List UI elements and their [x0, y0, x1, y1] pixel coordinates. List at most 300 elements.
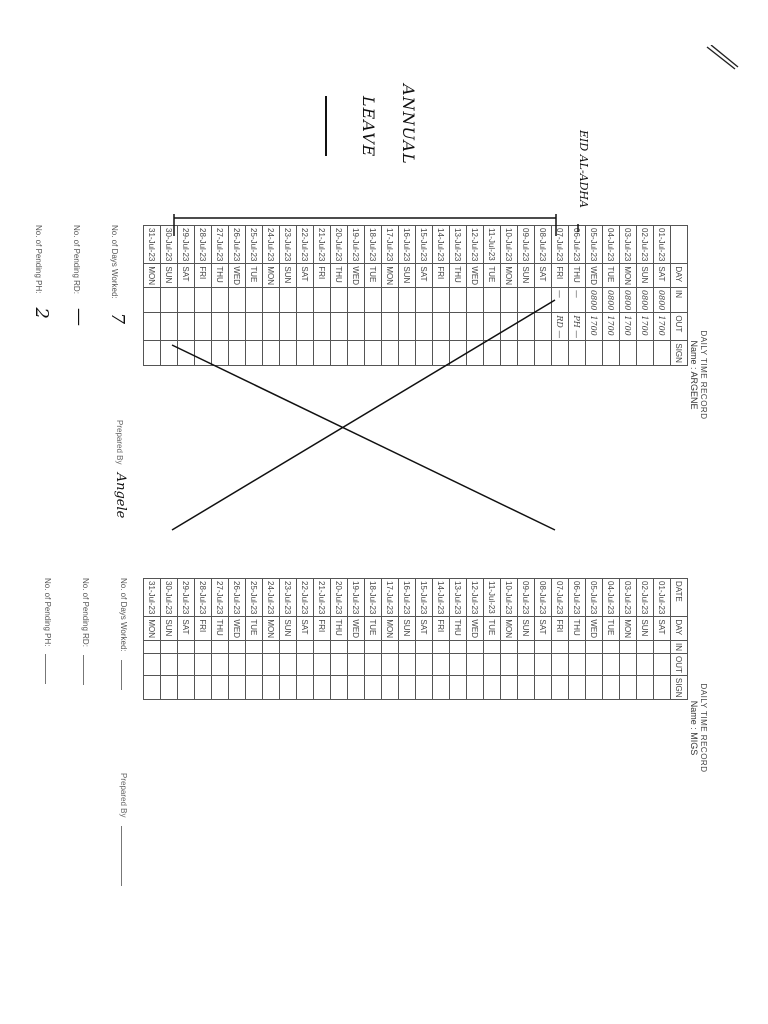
table-row [569, 226, 586, 366]
cell-date: 15-Jul-23 [416, 579, 433, 617]
cell-day: FRI [433, 264, 450, 288]
header-day: DAY [671, 617, 688, 641]
prepared-by [113, 420, 128, 518]
table-row [399, 579, 416, 700]
cell-date: 21-Jul-23 [314, 226, 331, 264]
cell-sign [501, 675, 518, 700]
cell-date: 15-Jul-23 [416, 226, 433, 264]
cell-day: THU [450, 264, 467, 288]
cell-date: 23-Jul-23 [280, 579, 297, 617]
cell-date: 04-Jul-23 [603, 579, 620, 617]
table-row [501, 226, 518, 366]
cell-in [569, 641, 586, 654]
cell-in: — [552, 288, 569, 313]
cell-day: MON [501, 264, 518, 288]
annual-leave-note-2: LEAVE [359, 96, 378, 158]
cell-date: 13-Jul-23 [450, 579, 467, 617]
cell-sign [552, 675, 569, 700]
table-row [467, 579, 484, 700]
cell-out [348, 654, 365, 676]
cell-day: FRI [195, 617, 212, 641]
cell-in [467, 641, 484, 654]
cell-in [535, 641, 552, 654]
table-row [348, 226, 365, 366]
cell-sign [433, 341, 450, 366]
header-out: OUT [671, 313, 688, 341]
cell-day: SAT [535, 617, 552, 641]
double-slash-mark [705, 45, 739, 75]
cell-in [195, 641, 212, 654]
summary-value: 7 [107, 312, 128, 325]
cell-sign [535, 675, 552, 700]
summary-label: No. of Days Worked: [110, 225, 119, 299]
cell-day: MON [263, 617, 280, 641]
cell-out [382, 654, 399, 676]
cell-out [654, 654, 671, 676]
table-row [229, 226, 246, 366]
cell-sign [484, 341, 501, 366]
cell-out [178, 654, 195, 676]
cell-in [382, 288, 399, 313]
cell-day: WED [586, 617, 603, 641]
cell-out [501, 654, 518, 676]
cell-sign [467, 341, 484, 366]
table-row [348, 579, 365, 700]
table-row [161, 226, 178, 366]
cell-in [484, 641, 501, 654]
cell-in [280, 288, 297, 313]
cell-day: THU [450, 617, 467, 641]
cell-date: 22-Jul-23 [297, 579, 314, 617]
cell-in [399, 641, 416, 654]
cell-out [263, 313, 280, 341]
cell-in [297, 288, 314, 313]
table-row [212, 579, 229, 700]
cell-sign [229, 675, 246, 700]
cell-sign [297, 341, 314, 366]
cell-in [535, 288, 552, 313]
cell-date: 26-Jul-23 [229, 579, 246, 617]
header-date [671, 226, 688, 264]
header-out: OUT [671, 654, 688, 676]
cell-out [467, 654, 484, 676]
cell-day: SUN [637, 617, 654, 641]
header-sign: SIGN [671, 675, 688, 700]
cell-out [212, 654, 229, 676]
table-row [620, 579, 637, 700]
cell-date: 28-Jul-23 [195, 579, 212, 617]
cell-sign [263, 675, 280, 700]
cell-sign [552, 341, 569, 366]
summary-label: No. of Pending RD: [72, 225, 81, 294]
cell-sign [603, 341, 620, 366]
cell-day: FRI [433, 617, 450, 641]
cell-out [399, 313, 416, 341]
cell-day: SAT [297, 617, 314, 641]
cell-day: SUN [280, 264, 297, 288]
summary-value: — [69, 307, 90, 326]
cell-date: 01-Jul-23 [654, 226, 671, 264]
cell-out [144, 654, 161, 676]
cell-sign [535, 341, 552, 366]
cell-in [280, 641, 297, 654]
cell-in [263, 288, 280, 313]
summary-line [43, 578, 52, 684]
prepared-by-signature: Angele [113, 472, 128, 519]
cell-day: SAT [416, 617, 433, 641]
cell-in: 0800 [637, 288, 654, 313]
table-row [144, 226, 161, 366]
cell-out [348, 313, 365, 341]
table-row [484, 579, 501, 700]
cell-sign [620, 341, 637, 366]
cell-sign [433, 675, 450, 700]
cell-day: WED [348, 617, 365, 641]
header-sign: SIGN [671, 341, 688, 366]
cell-in [501, 641, 518, 654]
cell-out [297, 313, 314, 341]
table-row [501, 579, 518, 700]
summary-blank [45, 654, 46, 684]
cell-day: MON [382, 617, 399, 641]
table-row [365, 579, 382, 700]
cell-out [586, 654, 603, 676]
cell-in [399, 288, 416, 313]
cell-date: 10-Jul-23 [501, 226, 518, 264]
summary-line [81, 578, 90, 685]
cell-in [314, 641, 331, 654]
table-row [569, 579, 586, 700]
cell-date: 25-Jul-23 [246, 579, 263, 617]
cell-sign [365, 675, 382, 700]
cell-in [637, 641, 654, 654]
prepared-by-blank [121, 826, 122, 886]
cell-in [518, 288, 535, 313]
cell-date: 09-Jul-23 [518, 226, 535, 264]
cell-in [603, 641, 620, 654]
cell-in [450, 288, 467, 313]
table-row [178, 226, 195, 366]
cell-in [654, 641, 671, 654]
table-row [331, 579, 348, 700]
cell-out [144, 313, 161, 341]
cell-date: 14-Jul-23 [433, 226, 450, 264]
cell-out [382, 313, 399, 341]
table-row [229, 579, 246, 700]
cell-in: 0800 [620, 288, 637, 313]
cell-day: FRI [314, 617, 331, 641]
cell-in [178, 288, 195, 313]
cell-sign [314, 341, 331, 366]
cell-date: 08-Jul-23 [535, 579, 552, 617]
table-row [161, 579, 178, 700]
time-record-table [143, 578, 688, 700]
table-row [586, 226, 603, 366]
cell-sign [637, 341, 654, 366]
cell-date: 23-Jul-23 [280, 226, 297, 264]
cell-date: 26-Jul-23 [229, 226, 246, 264]
cell-day: TUE [484, 617, 501, 641]
cell-out: 1700 [586, 313, 603, 341]
cell-in [365, 288, 382, 313]
table-row [620, 226, 637, 366]
cell-date: 30-Jul-23 [161, 579, 178, 617]
cell-out [518, 313, 535, 341]
cell-in [586, 641, 603, 654]
cell-out [416, 654, 433, 676]
cell-date: 07-Jul-23 [552, 579, 569, 617]
table-row [433, 226, 450, 366]
cell-out [365, 313, 382, 341]
table-row [586, 579, 603, 700]
summary-label: No. of Pending RD: [81, 578, 90, 647]
cell-out [161, 313, 178, 341]
cell-out [212, 313, 229, 341]
cell-out [603, 654, 620, 676]
cell-in [518, 641, 535, 654]
cell-in [229, 288, 246, 313]
sheet-title: DAILY TIME RECORD [699, 330, 708, 420]
cell-out [195, 654, 212, 676]
cell-in [365, 641, 382, 654]
cell-date: 06-Jul-23 [569, 579, 586, 617]
cell-sign [382, 341, 399, 366]
cell-sign [569, 675, 586, 700]
summary-blank [83, 655, 84, 685]
cell-out [365, 654, 382, 676]
cell-sign [178, 341, 195, 366]
cell-sign [212, 341, 229, 366]
cell-out [433, 313, 450, 341]
cell-date: 30-Jul-23 [161, 226, 178, 264]
cell-in [331, 641, 348, 654]
cell-day: SUN [518, 264, 535, 288]
cell-sign [484, 675, 501, 700]
cell-date: 17-Jul-23 [382, 226, 399, 264]
table-row [314, 579, 331, 700]
cell-date: 25-Jul-23 [246, 226, 263, 264]
table-row [518, 579, 535, 700]
cell-out [314, 313, 331, 341]
cell-sign [348, 341, 365, 366]
eid-al-adha-note: EID AL-ADHA [577, 130, 590, 208]
cell-day: FRI [552, 264, 569, 288]
cell-sign [195, 341, 212, 366]
cell-date: 17-Jul-23 [382, 579, 399, 617]
cell-date: 02-Jul-23 [637, 226, 654, 264]
cell-day: SAT [297, 264, 314, 288]
cell-date: 13-Jul-23 [450, 226, 467, 264]
cell-in [348, 641, 365, 654]
cell-day: WED [229, 617, 246, 641]
cell-sign [450, 675, 467, 700]
cell-date: 08-Jul-23 [535, 226, 552, 264]
time-record-sheet-migs [43, 578, 708, 818]
cell-sign [195, 675, 212, 700]
cell-date: 24-Jul-23 [263, 579, 280, 617]
summary-line [119, 578, 128, 690]
cell-day: SUN [161, 264, 178, 288]
cell-sign [637, 675, 654, 700]
cell-sign [348, 675, 365, 700]
cell-day: SUN [280, 617, 297, 641]
cell-in [161, 288, 178, 313]
cell-sign [603, 675, 620, 700]
cell-sign [586, 341, 603, 366]
cell-in [450, 641, 467, 654]
table-row [654, 226, 671, 366]
table-row [518, 226, 535, 366]
annual-leave-underline [325, 96, 327, 156]
cell-date: 24-Jul-23 [263, 226, 280, 264]
cell-out [399, 654, 416, 676]
table-row [450, 226, 467, 366]
cell-in [229, 641, 246, 654]
cell-in [433, 288, 450, 313]
cell-out [331, 313, 348, 341]
cell-out [569, 654, 586, 676]
cell-date: 03-Jul-23 [620, 226, 637, 264]
cell-day: TUE [365, 264, 382, 288]
cell-in: 0800 [654, 288, 671, 313]
table-row [297, 579, 314, 700]
cell-day: SAT [178, 264, 195, 288]
cell-in [331, 288, 348, 313]
table-row [637, 226, 654, 366]
table-row [416, 579, 433, 700]
table-row [365, 226, 382, 366]
cell-day: SUN [161, 617, 178, 641]
cell-out: 1700 [654, 313, 671, 341]
cell-out [484, 654, 501, 676]
table-row [195, 226, 212, 366]
cell-day: SUN [399, 264, 416, 288]
cell-date: 20-Jul-23 [331, 226, 348, 264]
cell-day: TUE [603, 264, 620, 288]
table-row [144, 579, 161, 700]
prepared-by-label: Prepared By [119, 773, 128, 818]
cell-sign [263, 341, 280, 366]
prepared-by [119, 773, 128, 886]
cell-date: 22-Jul-23 [297, 226, 314, 264]
cell-sign [620, 675, 637, 700]
table-header-row [671, 226, 688, 366]
cell-out [246, 654, 263, 676]
cell-sign [212, 675, 229, 700]
cell-in [382, 641, 399, 654]
summary-blank [121, 660, 122, 690]
cell-in [552, 641, 569, 654]
cell-day: MON [620, 264, 637, 288]
table-row [246, 226, 263, 366]
cell-date: 21-Jul-23 [314, 579, 331, 617]
cell-date: 06-Jul-23 [569, 226, 586, 264]
table-row [382, 226, 399, 366]
cell-date: 29-Jul-23 [178, 579, 195, 617]
cell-sign [297, 675, 314, 700]
cell-sign [229, 341, 246, 366]
cell-in [314, 288, 331, 313]
cell-sign [450, 341, 467, 366]
table-row [263, 579, 280, 700]
cell-out [246, 313, 263, 341]
cell-date: 02-Jul-23 [637, 579, 654, 617]
cell-day: TUE [246, 264, 263, 288]
cell-sign [331, 341, 348, 366]
cell-date: 14-Jul-23 [433, 579, 450, 617]
time-record-sheet-argene [31, 225, 708, 519]
table-row [552, 579, 569, 700]
sheet-title: DAILY TIME RECORD [699, 683, 708, 773]
table-row [535, 226, 552, 366]
cell-day: SUN [399, 617, 416, 641]
cell-sign [399, 675, 416, 700]
table-row [467, 226, 484, 366]
cell-day: THU [212, 264, 229, 288]
cell-day: WED [467, 264, 484, 288]
cell-date: 09-Jul-23 [518, 579, 535, 617]
cell-day: MON [501, 617, 518, 641]
table-row [195, 579, 212, 700]
cell-date: 29-Jul-23 [178, 226, 195, 264]
cell-in: 0800 [603, 288, 620, 313]
cell-day: FRI [552, 617, 569, 641]
cell-in [416, 641, 433, 654]
cell-day: WED [586, 264, 603, 288]
cell-in [212, 288, 229, 313]
cell-date: 18-Jul-23 [365, 579, 382, 617]
cell-in [161, 641, 178, 654]
cell-sign [280, 341, 297, 366]
table-row [399, 226, 416, 366]
cell-day: FRI [314, 264, 331, 288]
cell-out [450, 313, 467, 341]
cell-date: 18-Jul-23 [365, 226, 382, 264]
cell-out: RD — [552, 313, 569, 341]
cell-sign [331, 675, 348, 700]
summary-line [107, 225, 128, 324]
table-row [246, 579, 263, 700]
cell-date: 31-Jul-23 [144, 579, 161, 617]
cell-in [467, 288, 484, 313]
table-row [416, 226, 433, 366]
table-row [331, 226, 348, 366]
cell-day: THU [331, 617, 348, 641]
cell-day: WED [348, 264, 365, 288]
cell-day: MON [620, 617, 637, 641]
cell-date: 11-Jul-23 [484, 579, 501, 617]
cell-out [280, 654, 297, 676]
cell-out [331, 654, 348, 676]
cell-out [552, 654, 569, 676]
table-row [297, 226, 314, 366]
cell-date: 19-Jul-23 [348, 579, 365, 617]
cell-sign [144, 341, 161, 366]
cell-date: 19-Jul-23 [348, 226, 365, 264]
cell-sign [654, 341, 671, 366]
cell-out: 1700 [620, 313, 637, 341]
cell-out [314, 654, 331, 676]
cell-out [416, 313, 433, 341]
cell-day: THU [569, 617, 586, 641]
cell-in [144, 641, 161, 654]
cell-out [229, 654, 246, 676]
cell-date: 27-Jul-23 [212, 579, 229, 617]
cell-in [620, 641, 637, 654]
table-row [603, 579, 620, 700]
cell-out [195, 313, 212, 341]
cell-date: 11-Jul-23 [484, 226, 501, 264]
